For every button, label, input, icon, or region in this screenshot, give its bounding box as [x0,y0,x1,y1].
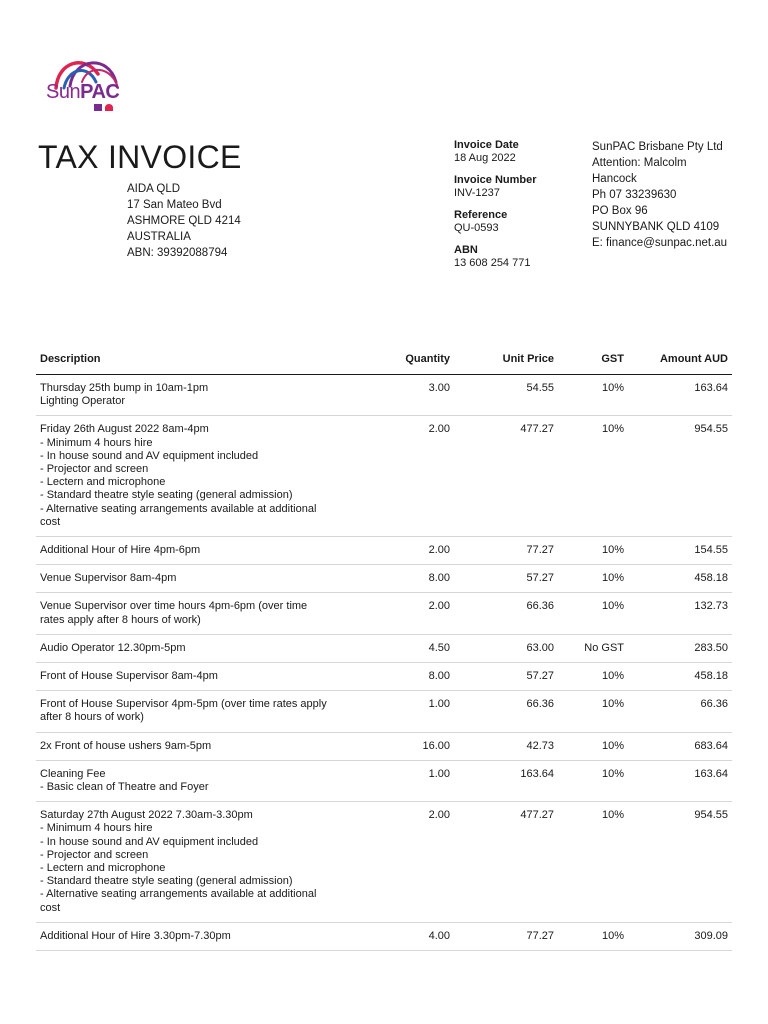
logo-partner-marks [94,104,113,111]
supplier-email: E: finance@sunpac.net.au [592,237,728,249]
cell-gst: 10% [558,416,628,537]
cell-quantity: 4.50 [338,634,454,662]
customer-address-line: AUSTRALIA [127,231,191,243]
cell-quantity: 8.00 [338,565,454,593]
customer-address-line: AIDA QLD [127,183,181,195]
invoice-number [454,174,574,200]
cell-unit-price: 77.27 [454,922,558,950]
cell-gst: 10% [558,922,628,950]
cell-unit-price: 477.27 [454,802,558,923]
cell-quantity: 2.00 [338,593,454,634]
cell-description: Front of House Supervisor 4pm-5pm (over time rates apply after 8 hours of work) [36,691,338,732]
cell-quantity: 2.00 [338,802,454,923]
logo-pac-text: PAC [80,81,120,103]
cell-gst: 10% [558,691,628,732]
cell-gst: 10% [558,802,628,923]
cell-description: Thursday 25th bump in 10am-1pm Lighting Operator [36,375,338,416]
logo-wordmark [46,82,119,102]
meta-label: Reference [454,209,508,221]
column-header-gst: GST [558,344,628,375]
meta-label: Invoice Date [454,139,519,151]
supplier-name: SunPAC Brisbane Pty Ltd [592,141,723,153]
cell-unit-price: 66.36 [454,691,558,732]
cell-unit-price: 63.00 [454,634,558,662]
cell-unit-price: 477.27 [454,416,558,537]
supplier-address-line: Attention: Malcolm [592,157,687,169]
cell-amount: 458.18 [628,663,732,691]
customer-abn: ABN: 39392088794 [127,247,228,259]
table-row [36,802,732,923]
cell-unit-price: 66.36 [454,593,558,634]
table-row [36,416,732,537]
cell-description: Additional Hour of Hire 3.30pm-7.30pm [36,922,338,950]
table-row [36,537,732,565]
column-header-amount: Amount AUD [628,344,732,375]
table-row [36,634,732,662]
meta-value: INV-1237 [454,187,500,199]
meta-label: Invoice Number [454,174,537,186]
cell-unit-price: 57.27 [454,565,558,593]
meta-label: ABN [454,244,478,256]
table-row [36,922,732,950]
cell-amount: 309.09 [628,922,732,950]
cell-quantity: 1.00 [338,691,454,732]
cell-description: Friday 26th August 2022 8am-4pm - Minimum 4 hours hire - In house sound and AV equipment included - Projector and screen - Lectern and microphone - Standard theatre style seating (general admission) - Alternative seating arrangements available at additional cost [36,416,338,537]
table-row [36,663,732,691]
cell-amount: 458.18 [628,565,732,593]
partner-mark-icon [94,104,102,111]
cell-amount: 163.64 [628,760,732,801]
customer-address-line: 17 San Mateo Bvd [127,199,222,211]
cell-description: Cleaning Fee - Basic clean of Theatre and Foyer [36,760,338,801]
supplier-address-line: SUNNYBANK QLD 4109 [592,221,720,233]
meta-value: 18 Aug 2022 [454,152,516,164]
table-row [36,375,732,416]
customer-address [127,181,241,261]
cell-quantity: 16.00 [338,732,454,760]
logo-sun-text: Sun [46,81,81,103]
sunpac-logo [42,52,124,114]
cell-description: Additional Hour of Hire 4pm-6pm [36,537,338,565]
column-header-quantity: Quantity [338,344,454,375]
table-row [36,760,732,801]
table-row [36,732,732,760]
table-header-row [36,344,732,375]
cell-gst: 10% [558,760,628,801]
cell-unit-price: 54.55 [454,375,558,416]
table-body [36,375,732,951]
cell-amount: 954.55 [628,416,732,537]
table-row [36,691,732,732]
invoice-meta [454,139,574,279]
cell-gst: 10% [558,593,628,634]
cell-amount: 132.73 [628,593,732,634]
cell-description: Venue Supervisor over time hours 4pm-6pm (over time rates apply after 8 hours of work) [36,593,338,634]
cell-unit-price: 42.73 [454,732,558,760]
supplier-address [592,139,742,251]
document-title: TAX INVOICE [38,139,242,175]
cell-amount: 154.55 [628,537,732,565]
cell-quantity: 2.00 [338,537,454,565]
cell-description: 2x Front of house ushers 9am-5pm [36,732,338,760]
cell-gst: 10% [558,375,628,416]
cell-amount: 683.64 [628,732,732,760]
cell-amount: 66.36 [628,691,732,732]
cell-description: Venue Supervisor 8am-4pm [36,565,338,593]
invoice-reference [454,209,574,235]
cell-amount: 954.55 [628,802,732,923]
cell-amount: 283.50 [628,634,732,662]
cell-unit-price: 57.27 [454,663,558,691]
supplier-phone: Ph 07 33239630 [592,189,677,201]
cell-quantity: 1.00 [338,760,454,801]
table-row [36,593,732,634]
invoice-date [454,139,574,165]
cell-gst: 10% [558,565,628,593]
partner-mark-icon [105,104,113,111]
cell-gst: 10% [558,537,628,565]
cell-unit-price: 163.64 [454,760,558,801]
cell-quantity: 3.00 [338,375,454,416]
cell-gst: 10% [558,732,628,760]
cell-description: Audio Operator 12.30pm-5pm [36,634,338,662]
cell-description: Saturday 27th August 2022 7.30am-3.30pm - Minimum 4 hours hire - In house sound and AV equipment included - Projector and screen - Lectern and microphone - Standard theatre style seating (general admission) - Alternative seating arrangements available at additional cost [36,802,338,923]
cell-quantity: 4.00 [338,922,454,950]
meta-value: QU-0593 [454,222,499,234]
cell-gst: 10% [558,663,628,691]
column-header-description: Description [36,344,338,375]
column-header-unit-price: Unit Price [454,344,558,375]
invoice-abn [454,244,574,270]
supplier-address-line: PO Box 96 [592,205,648,217]
table-row [36,565,732,593]
cell-gst: No GST [558,634,628,662]
supplier-address-line: Hancock [592,173,637,185]
customer-address-line: ASHMORE QLD 4214 [127,215,241,227]
cell-amount: 163.64 [628,375,732,416]
cell-unit-price: 77.27 [454,537,558,565]
cell-quantity: 8.00 [338,663,454,691]
line-items-table [36,344,732,951]
cell-description: Front of House Supervisor 8am-4pm [36,663,338,691]
cell-quantity: 2.00 [338,416,454,537]
meta-value: 13 608 254 771 [454,257,531,269]
